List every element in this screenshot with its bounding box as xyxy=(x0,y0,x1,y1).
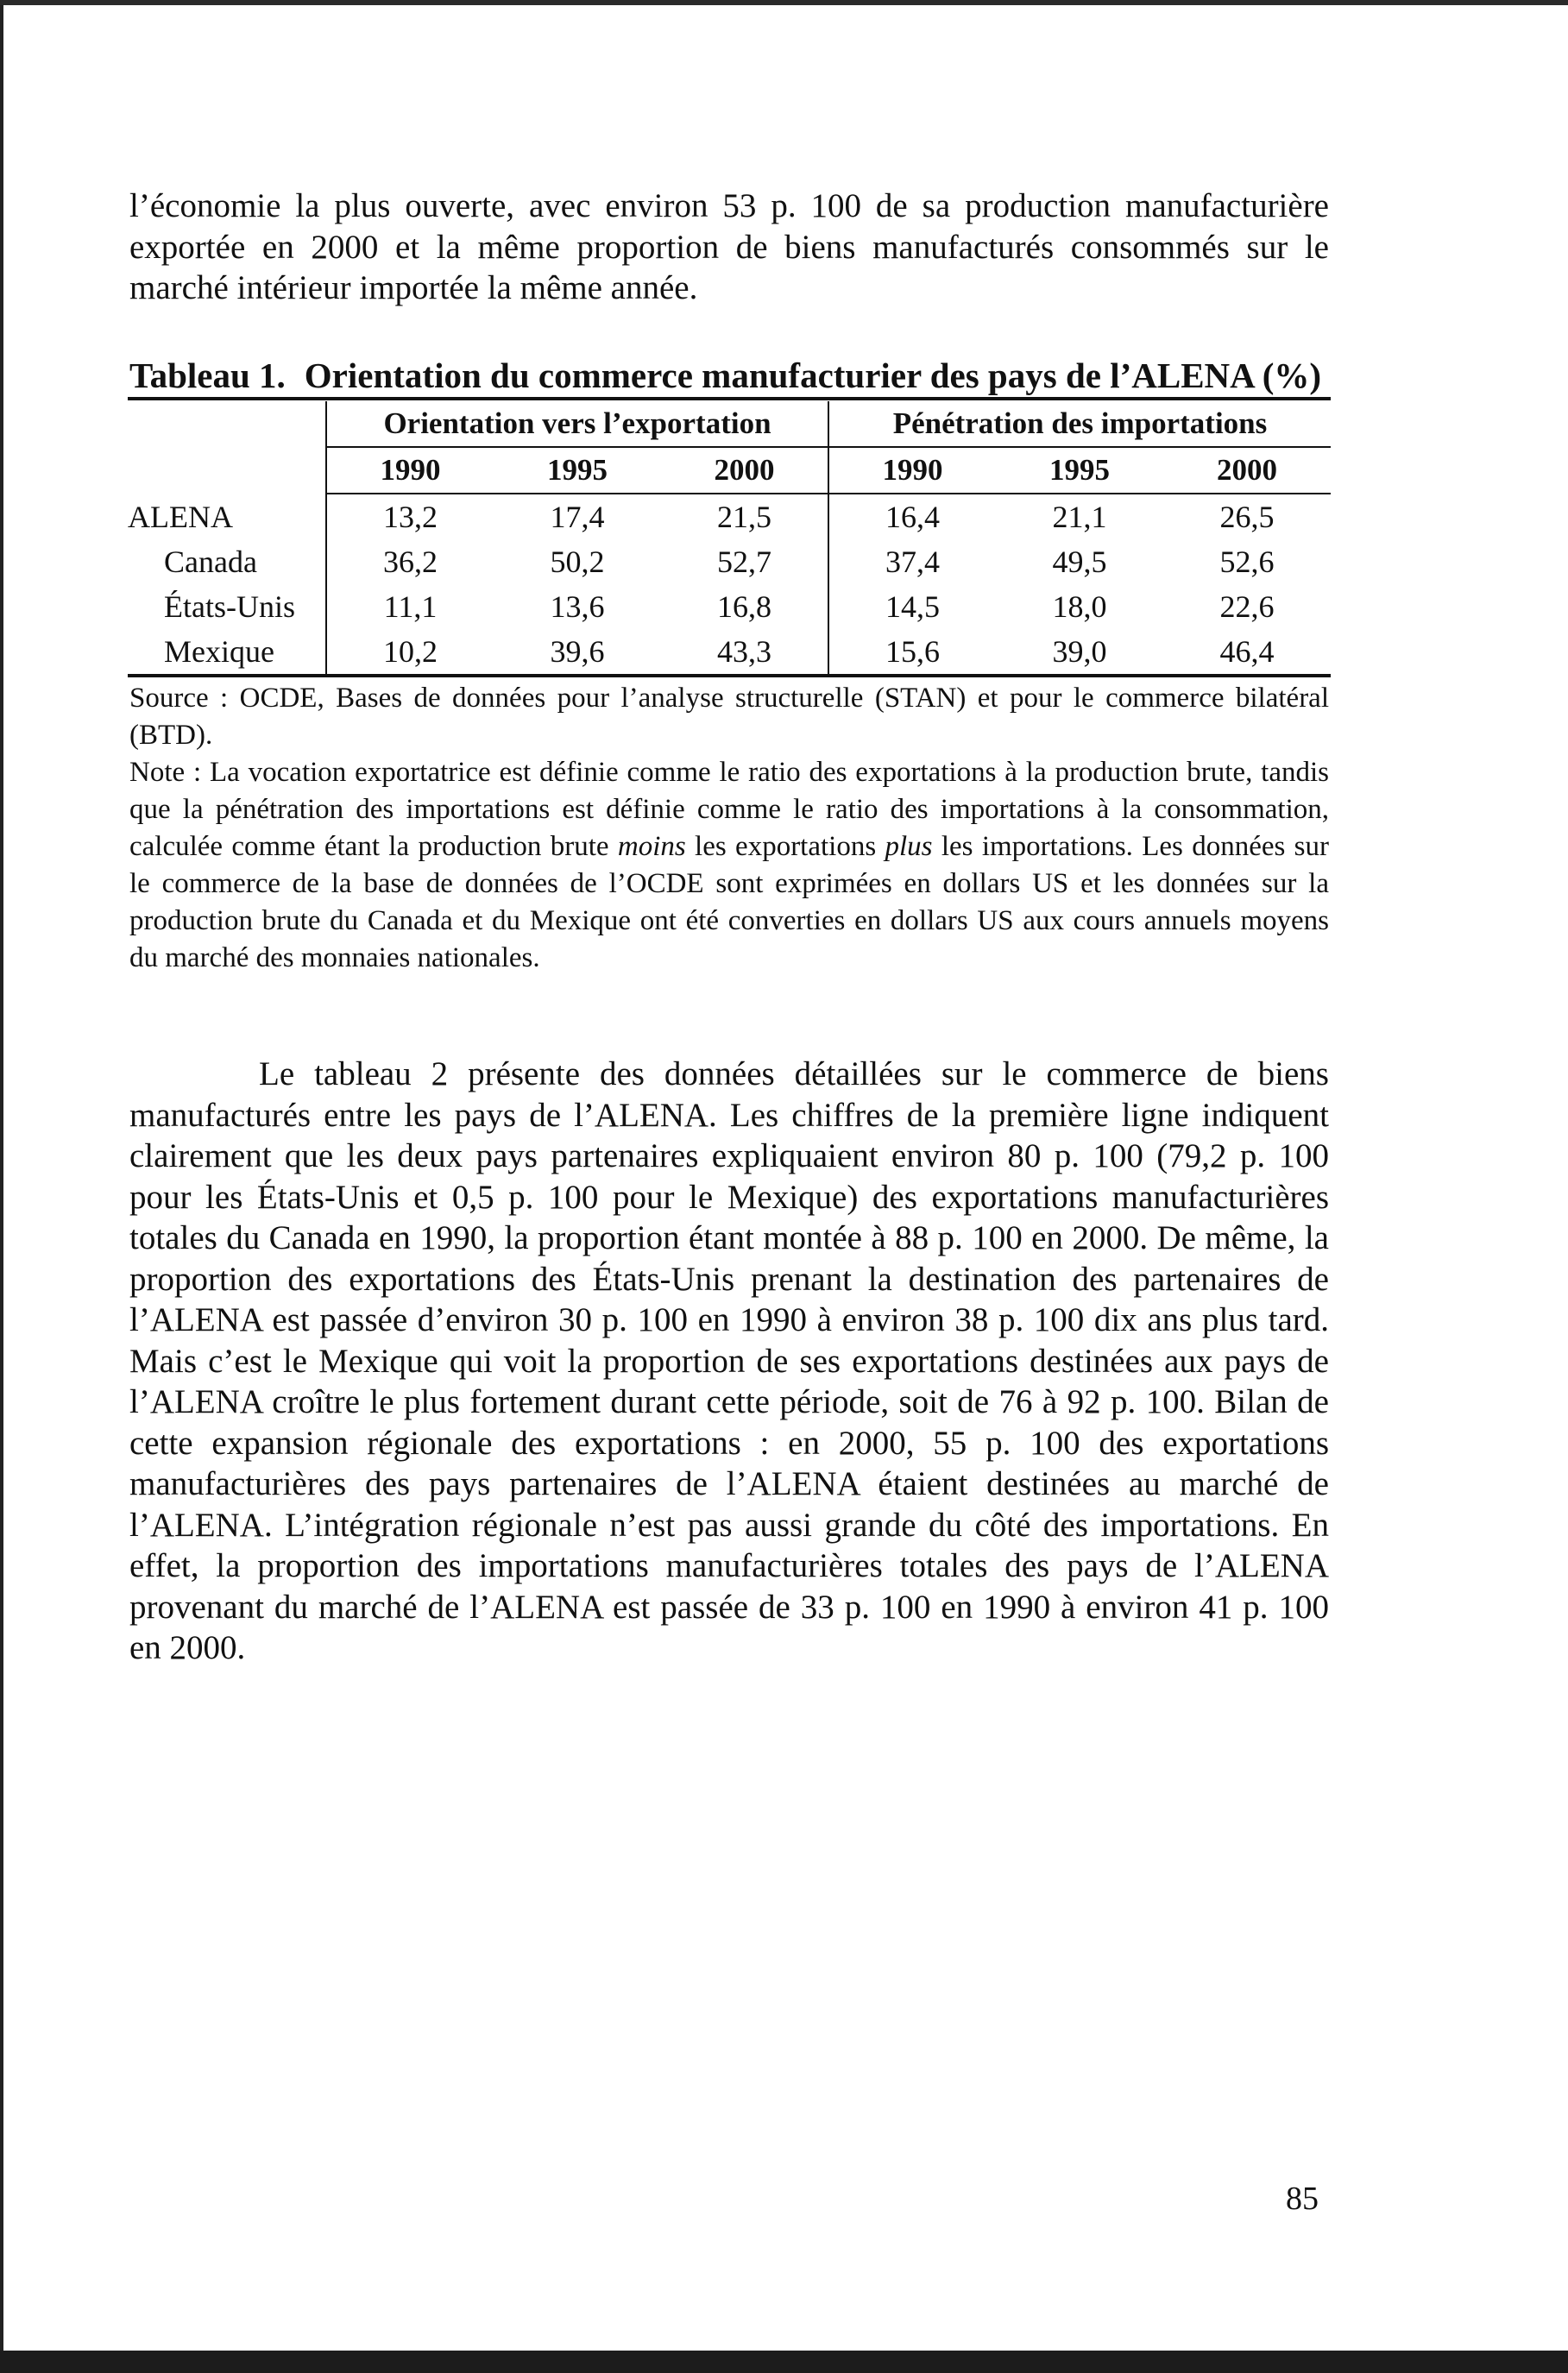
table-cell: 46,4 xyxy=(1163,629,1331,676)
table-cell: 49,5 xyxy=(1052,544,1107,579)
data-table xyxy=(128,401,1331,677)
table-cell: 16,8 xyxy=(717,589,771,624)
group-header-export: Orientation vers l’exportation xyxy=(326,401,828,447)
table-cell: 13,6 xyxy=(550,589,605,624)
table-label: Tableau 1. xyxy=(129,356,286,395)
table-cell: 36,2 xyxy=(326,539,494,584)
table-cell: 10,2 xyxy=(326,629,494,676)
intro-paragraph: l’économie la plus ouverte, avec environ 53 p. 100 de sa production manufacturière exportée en 2000 et la même proportion de biens manufacturés consommés sur le marché intérieur importée la même année. xyxy=(129,187,1329,306)
table-cell: 11,1 xyxy=(326,584,494,629)
scan-bottom-edge xyxy=(0,2351,1568,2373)
table-cell: 21,1 xyxy=(1052,500,1107,534)
intro-paragraph-block xyxy=(129,186,1329,309)
table-source: Source : OCDE, Bases de données pour l’analyse structurelle (STAN) et pour le commerce bilatéral (BTD). xyxy=(129,683,1329,751)
scan-top-edge xyxy=(0,0,1568,5)
note-emphasis: moins xyxy=(617,831,686,862)
note-text: les importations. Les données sur le commerce de la base de données de l’OCDE sont exprimées en dollars US et les données sur la production brute du Canada et du Mexique ont été converties en dollars US aux cours annuels moyens du marché des monnaies nationales. xyxy=(129,831,1330,973)
note-emphasis: plus xyxy=(885,831,933,862)
year-header: 2000 xyxy=(1163,447,1331,494)
table-cell: 13,2 xyxy=(326,494,494,539)
table-row xyxy=(128,539,1331,584)
table-group-header-row xyxy=(128,401,1331,447)
table-cell: 52,7 xyxy=(717,544,771,579)
table-top-rule xyxy=(128,397,1331,400)
row-label-mexique: Mexique xyxy=(128,629,326,676)
row-label-etats-unis: États-Unis xyxy=(164,589,295,624)
year-header: 1995 xyxy=(996,447,1163,494)
table-row xyxy=(128,494,1331,539)
row-label-alena: ALENA xyxy=(128,499,233,534)
table-cell: 17,4 xyxy=(550,500,605,534)
group-header-import: Pénétration des importations xyxy=(828,401,1331,447)
table-note xyxy=(129,754,1329,977)
table-cell: 43,3 xyxy=(661,629,828,676)
table-year-header-row xyxy=(128,447,1331,494)
scan-left-edge xyxy=(0,0,3,2373)
table-cell: 39,6 xyxy=(494,629,661,676)
note-text: Note : La vocation exportatrice est définie comme le ratio des exportations à la production brute, tandis que la pénétration des importations est définie comme le ratio des importations à la consommation, calculée comme étant la production brute xyxy=(129,757,1329,862)
table-title: Orientation du commerce manufacturier des pays de l’ALENA (%) xyxy=(304,356,1322,395)
page-number: 85 xyxy=(1286,2181,1319,2217)
table-notes xyxy=(129,680,1329,977)
table-row xyxy=(128,584,1331,629)
year-header: 2000 xyxy=(661,447,828,494)
table-cell: 52,6 xyxy=(1219,544,1275,579)
table-row xyxy=(128,629,1331,676)
body-paragraph: Le tableau 2 présente des données détaillées sur le commerce de biens manufacturés entre les pays de l’ALENA. Les chiffres de la première ligne indiquent clairement que les deux pays partenaires expliquaient environ 80 p. 100 (79,2 p. 100 pour les États-Unis et 0,5 p. 100 pour le Mexique) des exportations manufacturières totales du Canada en 1990, la proportion étant montée à 88 p. 100 en 2000. De même, la proportion des exportations des États-Unis prenant la destination des partenaires de l’ALENA est passée d’environ 30 p. 100 en 1990 à environ 38 p. 100 dix ans plus tard. Mais c’est le Mexique qui voit la proportion de ses exportations destinées aux pays de l’ALENA croître le plus fortement durant cette période, soit de 76 à 92 p. 100. Bilan de cette expansion régionale des exportations : en 2000, 55 p. 100 des exportations manufacturières des pays partenaires de l’ALENA étaient destinées au marché de l’ALENA. L’intégration régionale n’est pas aussi grande du côté des importations. En effet, la proportion des importations manufacturières totales des pays de l’ALENA provenant du marché de l’ALENA est passée de 33 p. 100 en 1990 à environ 41 p. 100 en 2000. xyxy=(129,1055,1329,1666)
table-cell: 50,2 xyxy=(550,544,605,579)
table-cell: 15,6 xyxy=(828,629,996,676)
year-header: 1990 xyxy=(828,447,996,494)
year-header: 1990 xyxy=(326,447,494,494)
table-caption xyxy=(129,354,1329,397)
table-cell: 26,5 xyxy=(1219,500,1275,534)
empty-header-cell xyxy=(128,401,326,447)
table-cell: 22,6 xyxy=(1219,589,1275,624)
table-cell: 37,4 xyxy=(828,539,996,584)
row-label-canada: Canada xyxy=(164,544,257,579)
table-cell: 21,5 xyxy=(717,500,771,534)
body-paragraph-block xyxy=(129,1054,1329,1669)
year-header: 1995 xyxy=(494,447,661,494)
table-cell: 16,4 xyxy=(828,494,996,539)
note-text: les exportations xyxy=(685,831,885,862)
empty-header-cell xyxy=(128,447,326,494)
table-cell: 18,0 xyxy=(1052,589,1107,624)
table-cell: 14,5 xyxy=(828,584,996,629)
table-cell: 39,0 xyxy=(996,629,1163,676)
